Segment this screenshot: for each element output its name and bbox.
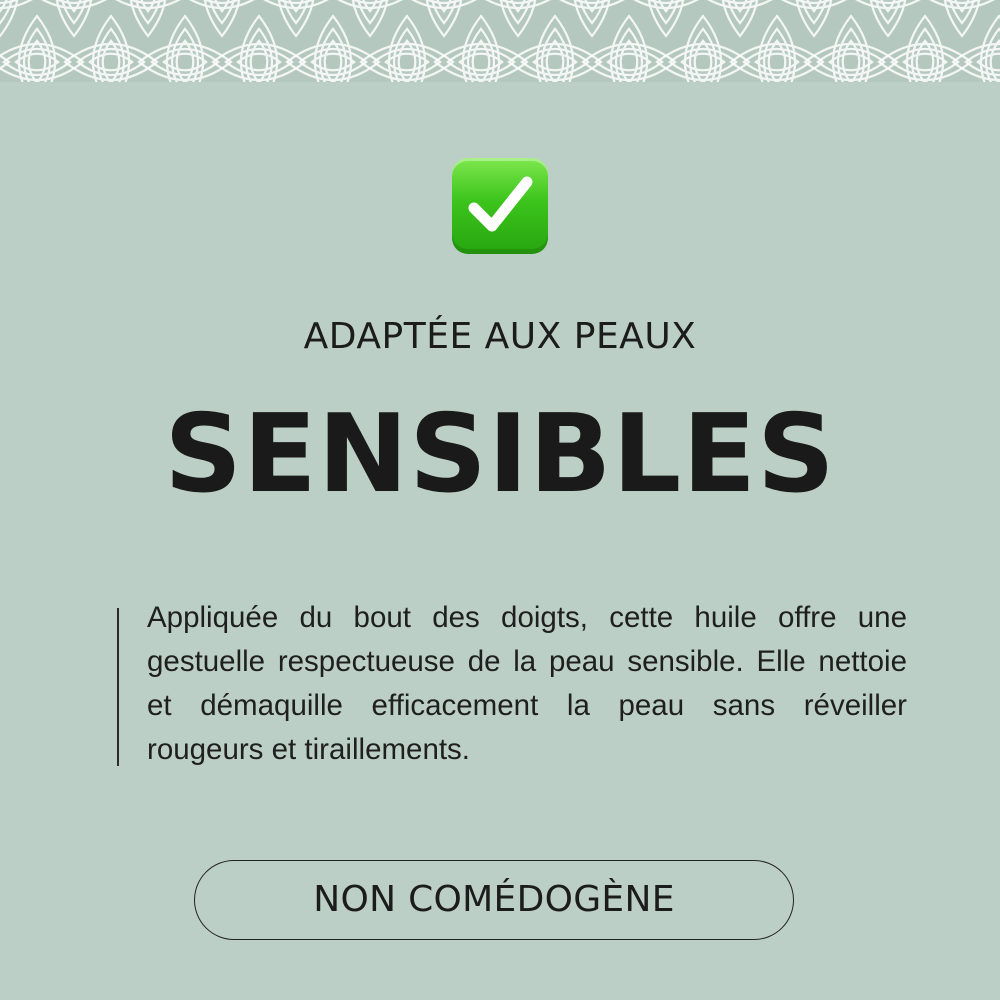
pattern-motif [139,16,231,82]
pattern-motif [435,16,527,82]
pattern-motif [509,16,601,82]
pattern-motif [879,16,971,82]
pattern-motif [287,16,379,82]
pattern-motif [953,16,1000,82]
decorative-pattern-band [0,0,1000,82]
description-text: Appliquée du bout des doigts, cette huile offre une gestuelle respectueuse de la peau sensible. Elle nettoie et démaquille efficacement la peau sans réveiller rougeurs et tiraillements. [147,601,907,766]
pattern-motif [916,0,1000,36]
pattern-motif [620,0,712,36]
pattern-motif [28,0,120,36]
pattern-motif [583,16,675,82]
pattern-motif [694,0,786,36]
pattern-motif [805,16,897,82]
pattern-motif [0,16,83,82]
leaf-pattern [0,0,1000,82]
quote-divider [117,608,119,766]
pattern-motif [546,0,638,36]
pattern-motif [472,0,564,36]
pattern-motif [213,16,305,82]
pattern-motif [65,16,157,82]
pattern-motif [398,0,490,36]
pattern-motif [250,0,342,36]
pattern-motif [361,16,453,82]
check-mark-icon [452,158,548,254]
pattern-motif [842,0,934,36]
pattern-motif [768,0,860,36]
pattern-motif [102,0,194,36]
pattern-motif [657,16,749,82]
subtitle: ADAPTÉE AUX PEAUX [303,316,697,357]
pattern-motif [324,0,416,36]
non-comedogenic-badge: NON COMÉDOGÈNE [194,860,794,940]
headline: SENSIBLES [164,392,836,517]
pattern-motif [731,16,823,82]
pattern-motif [176,0,268,36]
